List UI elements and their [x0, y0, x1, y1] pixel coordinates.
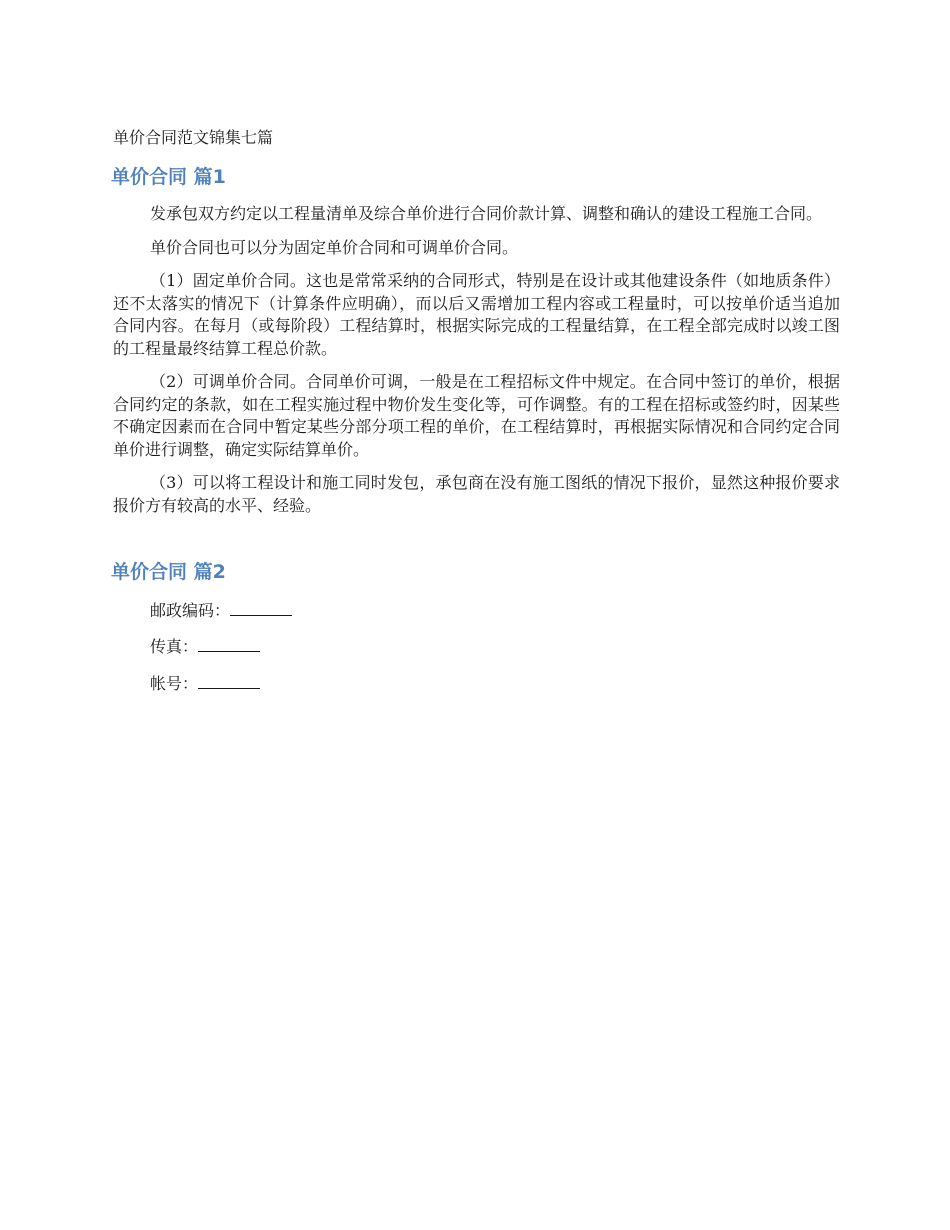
blank-underline [230, 600, 292, 616]
paragraph: 单价合同也可以分为固定单价合同和可调单价合同。 [150, 237, 519, 257]
field-label: 传真： [150, 637, 199, 656]
paragraph: （3）可以将工程设计和施工同时发包，承包商在没有施工图纸的情况下报价，显然这种报价要求报价方有较高的水平、经验。 [113, 473, 840, 515]
field-label: 帐号： [150, 674, 199, 693]
section-heading-1: 单价合同 篇1 [111, 166, 226, 188]
account-field [150, 673, 260, 695]
paragraph: 发承包双方约定以工程量清单及综合单价进行合同价款计算、调整和确认的建设工程施工合同。 [150, 204, 823, 223]
document-title: 单价合同范文锦集七篇 [113, 128, 274, 147]
section-1-body [113, 203, 840, 517]
fax-field [150, 636, 260, 658]
field-label: 邮政编码： [150, 601, 231, 620]
section-heading-2: 单价合同 篇2 [111, 561, 226, 583]
paragraph: （1）固定单价合同。这也是常常采纳的合同形式，特别是在设计或其他建设条件（如地质条件）还不太落实的情况下（计算条件应明确），而以后又需增加工程内容或工程量时，可以按单价适当追加合同内容。在每月（或每阶段）工程结算时，根据实际完成的工程量结算，在工程全部完成时以竣工图的工程量最终结算工程总价款。 [113, 271, 840, 358]
paragraph: （2）可调单价合同。合同单价可调，一般是在工程招标文件中规定。在合同中签订的单价，根据合同约定的条款，如在工程实施过程中物价发生变化等，可作调整。有的工程在招标或签约时，因某些不确定因素而在合同中暂定某些分部分项工程的单价，在工程结算时，再根据实际情况和合同约定合同单价进行调整，确定实际结算单价。 [113, 372, 840, 459]
blank-underline [198, 636, 260, 652]
postal-code-field [150, 600, 292, 622]
blank-underline [198, 673, 260, 689]
